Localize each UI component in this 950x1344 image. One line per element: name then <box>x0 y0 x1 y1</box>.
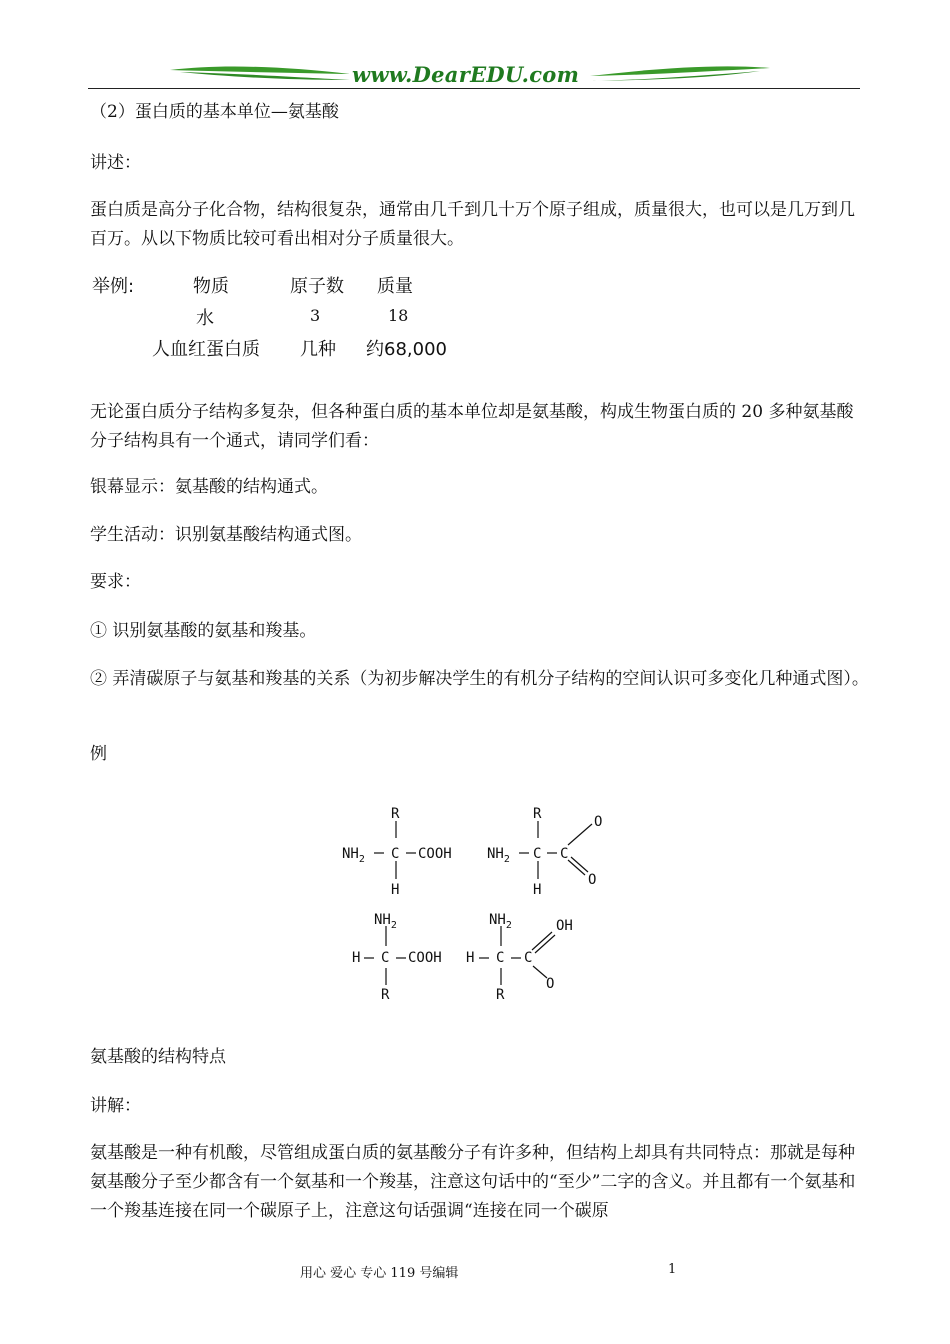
f1-c: C <box>391 846 400 862</box>
f1-cooh: COOH <box>418 846 452 862</box>
header-divider <box>88 88 860 89</box>
f4-c-alpha: C <box>496 950 505 966</box>
f3-nh2: $NH_2$ <box>374 912 397 931</box>
table-cell-hemoglobin: 人血红蛋白质 <box>152 339 260 360</box>
table-header-mass: 质量 <box>377 276 413 297</box>
requirement-1: ① 识别氨基酸的氨基和羧基。 <box>90 621 317 641</box>
f2-r: R <box>533 806 542 822</box>
intro-paragraph: 蛋白质是高分子化合物，结构很复杂，通常由几千到几十万个原子组成，质量很大，也可以是几万到几百万。从以下物质比较可看出相对分子质量很大。 <box>90 200 855 249</box>
f4-o: O <box>546 976 555 992</box>
requirements-label: 要求： <box>90 572 141 592</box>
screen-display-line: 银幕显示：氨基酸的结构通式。 <box>90 477 328 497</box>
f2-o-top: O <box>594 814 603 830</box>
table-cell-water-atoms: 3 <box>310 306 321 325</box>
example-label: 举例: <box>92 276 135 297</box>
f4-oh: OH <box>556 918 573 934</box>
features-title: 氨基酸的结构特点 <box>90 1047 226 1067</box>
f4-r: R <box>496 987 505 1003</box>
f1-nh2: $NH_2$ <box>342 846 365 865</box>
table-header-atoms: 原子数 <box>290 276 344 297</box>
page-number: 1 <box>668 1262 677 1277</box>
narrate-label: 讲述： <box>90 153 141 173</box>
explain-label: 讲解： <box>90 1096 141 1116</box>
general-formula-paragraph: 无论蛋白质分子结构多复杂，但各种蛋白质的基本单位却是氨基酸，构成生物蛋白质的 20 多种氨基酸分子结构具有一个通式，请同学们看： <box>90 402 854 451</box>
section-title: （2）蛋白质的基本单位—氨基酸 <box>90 102 339 122</box>
f2-o-bottom: O <box>588 872 597 888</box>
f3-c: C <box>381 950 390 966</box>
features-paragraph: 氨基酸是一种有机酸，尽管组成蛋白质的氨基酸分子有许多种，但结构上却具有共同特点：那就是每种氨基酸分子至少都含有一个氨基和一个羧基，注意这句话中的“至少”二字的含义。并且都有一个氨基和一个羧基连接在同一个碳原子上，注意这句话强调“连接在同一个碳原 <box>90 1143 856 1221</box>
f3-h: H <box>352 950 361 966</box>
f4-nh2: $NH_2$ <box>489 912 512 931</box>
f4-c-carboxyl: C <box>524 950 533 966</box>
f3-r: R <box>381 987 390 1003</box>
f2-nh2: $NH_2$ <box>487 846 510 865</box>
f1-h: H <box>391 882 400 898</box>
student-activity-line: 学生活动：识别氨基酸结构通式图。 <box>90 525 362 545</box>
table-cell-water-mass: 18 <box>388 306 409 325</box>
table-cell-water: 水 <box>196 308 214 329</box>
footer-text: 用心 爱心 专心 119 号编辑 <box>300 1266 459 1281</box>
formula-bonds <box>330 800 630 1010</box>
table-cell-hemoglobin-atoms: 几种 <box>300 339 336 360</box>
site-logo-text[interactable]: www.DearEDU.com <box>352 62 580 87</box>
example-label-2: 例 <box>90 744 107 764</box>
f2-c-alpha: C <box>533 846 542 862</box>
requirement-2: ② 弄清碳原子与氨基和羧基的关系（为初步解决学生的有机分子结构的空间认识可多变化几种通式图）。 <box>90 669 869 689</box>
f2-h: H <box>533 882 542 898</box>
f1-r: R <box>391 806 400 822</box>
f2-c-carboxyl: C <box>560 846 569 862</box>
f4-h: H <box>466 950 475 966</box>
table-cell-hemoglobin-mass: 约68,000 <box>366 339 447 360</box>
table-header-substance: 物质 <box>193 276 229 297</box>
f3-cooh: COOH <box>408 950 442 966</box>
